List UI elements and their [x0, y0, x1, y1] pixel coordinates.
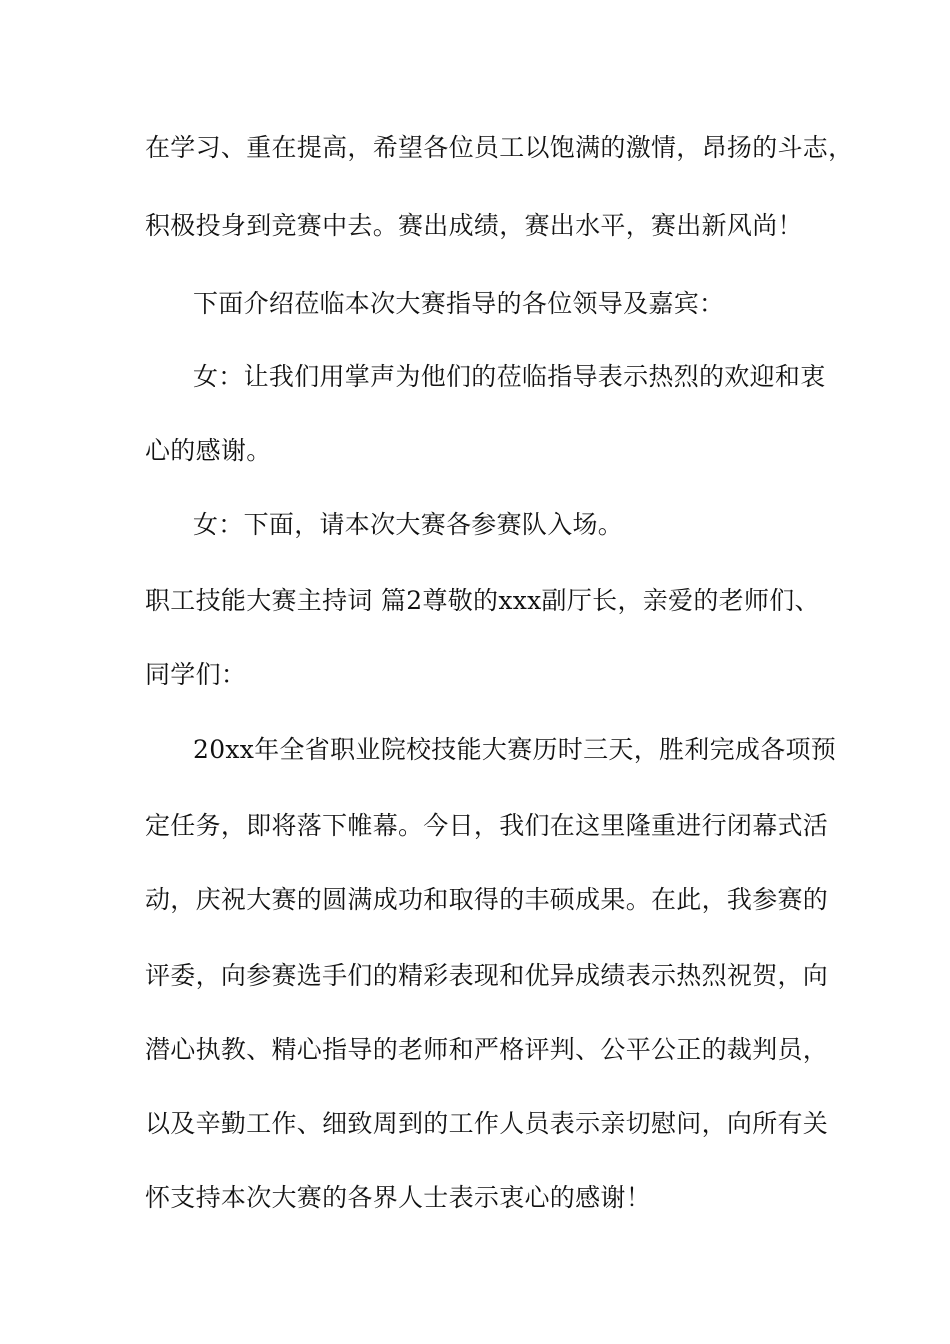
text-line: 潜心执教、精心指导的老师和严格评判、公平公正的裁判员， — [145, 1035, 829, 1064]
text-line: 同学们： — [145, 660, 247, 689]
text-line: 怀支持本次大赛的各界人士表示衷心的感谢！ — [145, 1183, 652, 1212]
text-line: 动，庆祝大赛的圆满成功和取得的丰硕成果。在此，我参赛的 — [145, 885, 829, 914]
text-line: 下面介绍莅临本次大赛指导的各位领导及嘉宾： — [193, 289, 725, 318]
text-line: 20xx年全省职业院校技能大赛历时三天，胜利完成各项预 — [193, 735, 837, 764]
text-line: 以及辛勤工作、细致周到的工作人员表示亲切慰问，向所有关 — [145, 1109, 829, 1138]
text-line: 职工技能大赛主持词 篇2尊敬的xxx副厅长，亲爱的老师们、 — [145, 586, 820, 615]
text-line: 评委，向参赛选手们的精彩表现和优异成绩表示热烈祝贺，向 — [145, 961, 829, 990]
text-line: 心的感谢。 — [145, 436, 272, 465]
text-line: 积极投身到竞赛中去。赛出成绩，赛出水平，赛出新风尚！ — [145, 211, 803, 240]
text-line: 在学习、重在提高，希望各位员工以饱满的激情，昂扬的斗志， — [145, 133, 854, 162]
text-line: 女：下面，请本次大赛各参赛队入场。 — [193, 510, 624, 539]
text-line: 定任务，即将落下帷幕。今日，我们在这里隆重进行闭幕式活 — [145, 811, 829, 840]
text-line: 女：让我们用掌声为他们的莅临指导表示热烈的欢迎和衷 — [193, 362, 826, 391]
